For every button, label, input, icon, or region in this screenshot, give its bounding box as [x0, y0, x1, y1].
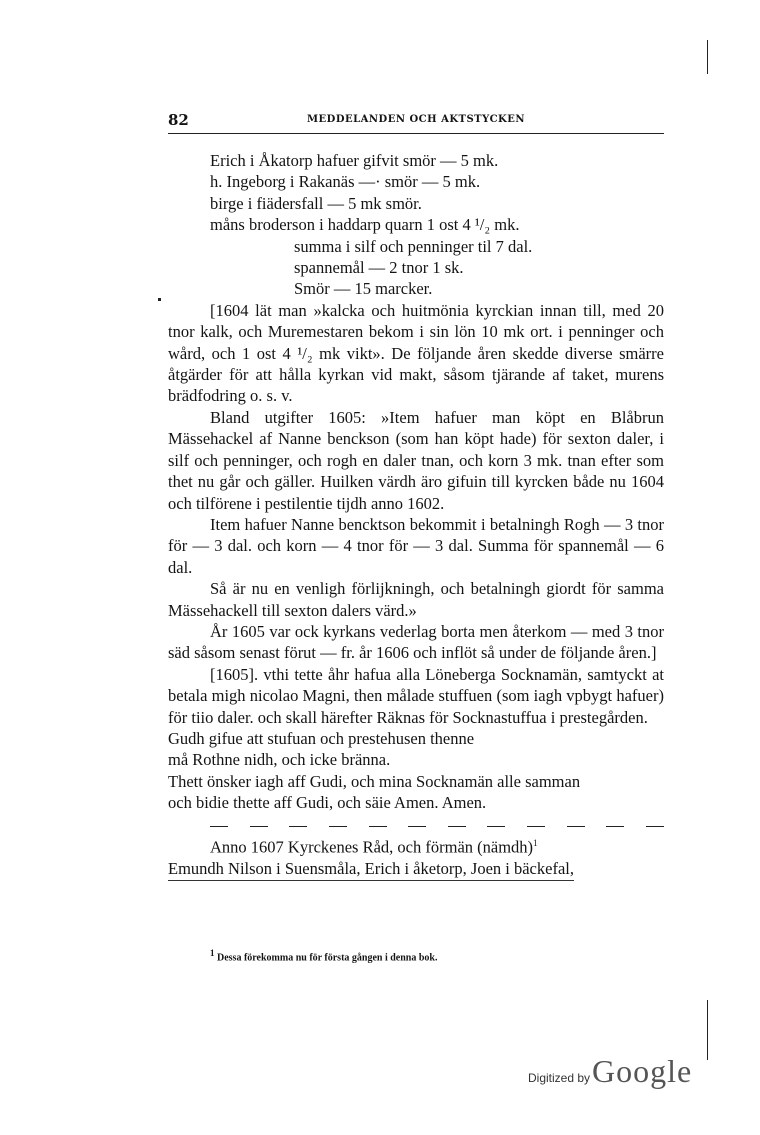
verse-line: må Rothne nidh, och icke bränna. — [168, 750, 391, 770]
page-body — [168, 150, 664, 881]
google-watermark — [528, 1053, 692, 1089]
verse-line: Gudh gifue att stufuan och prestehusen thenne — [168, 728, 475, 748]
paragraph — [168, 833, 664, 858]
watermark-prefix: Digitized by — [528, 1071, 591, 1085]
paragraph: Item hafuer Nanne bencktson bekommit i betalningh Rogh — 3 tnor för — 3 dal. och korn — 4 tnor för — 3 dal. Summa för spannemål — 6 dal. — [168, 514, 664, 577]
scan-dot — [158, 298, 161, 301]
text-line: spannemål — 2 tnor 1 sk. — [294, 258, 464, 278]
google-logo: Google — [592, 1053, 693, 1089]
paragraph: Bland utgifter 1605: »Item hafuer man köpt en Blåbrun Mässehackel af Nanne benckson (som han köpt hade) för sexton daler, i silf och penninger, och rogh en daler tnan, och korn 3 mk. tnan efter som thet nu går och gäller. Huilken värdh äro gifuin till kyrcken både nu 1604 och tilförene i pestilentie tijdh anno 1602. — [168, 407, 664, 513]
page-header — [168, 111, 664, 134]
paragraph: [1605]. vthi tette åhr hafua alla Löneberga Socknamän, samtyckt at betala migh nicolao Magni, then målade stuffuen (som iagh vpbygt hafuer) för tiio daler. och skall härefter Räknas för Socknastuffua i prestegården. — [168, 664, 664, 727]
text-line — [168, 858, 664, 881]
footnote-text: Dessa förekomma nu för första gången i denna bok. — [217, 952, 438, 964]
footnote-mark: 1 — [210, 948, 215, 958]
final-line-text: Emundh Nilson i Suensmåla, Erich i åketorp, Joen i bäckefal, — [168, 858, 574, 881]
paragraph: [1604 lät man »kalcka och huitmönia kyrckian innan till, med 20 tnor kalk, och Muremestaren bekom i sin lön 10 mk ort. i penninger och wård, och 1 ost 4 ¹/₂ mk vikt». De följande åren skedde diverse smärre åtgärder för att hålla kyrkan vid makt, såsom tjärande af taket, murens brädfodring o. s. v. — [168, 300, 664, 406]
paragraph: År 1605 var ock kyrkans vederlag borta men återkom — med 3 tnor säd såsom senast förut — fr. år 1606 och inflöt så under de följande åren.] — [168, 621, 664, 663]
footnote — [210, 948, 437, 963]
text-line: måns broderson i haddarp quarn 1 ost 4 ¹/₂ mk. — [210, 215, 520, 235]
verse-line: Thett önsker iagh aff Gudi, och mina Socknamän alle samman — [168, 771, 581, 791]
text-line: birge i fiädersfall — 5 mk smör. — [210, 193, 422, 213]
scan-mark-side — [707, 1000, 708, 1060]
dash-separator — [210, 816, 664, 827]
running-title: MEDDELANDEN OCH AKTSTYCKEN — [306, 114, 526, 125]
scan-mark-top — [707, 40, 708, 74]
footnote-reference: 1 — [533, 837, 538, 848]
text-line: summa i silf och penninger til 7 dal. — [294, 236, 533, 256]
page-number: 82 — [168, 111, 189, 129]
final-line-text: Anno 1607 Kyrckenes Råd, och förmän (nämdh) — [210, 837, 534, 857]
paragraph: Så är nu en venligh förlijkningh, och betalningh giordt för samma Mässehackell till sexton dalers värd.» — [168, 579, 664, 620]
text-line: h. Ingeborg i Rakanäs —· smör — 5 mk. — [210, 172, 481, 192]
verse-line: och bidie thette aff Gudi, och säie Amen. Amen. — [168, 793, 487, 813]
text-line: Smör — 15 marcker. — [294, 279, 433, 299]
text-line: Erich i Åkatorp hafuer gifvit smör — 5 mk. — [210, 151, 499, 170]
